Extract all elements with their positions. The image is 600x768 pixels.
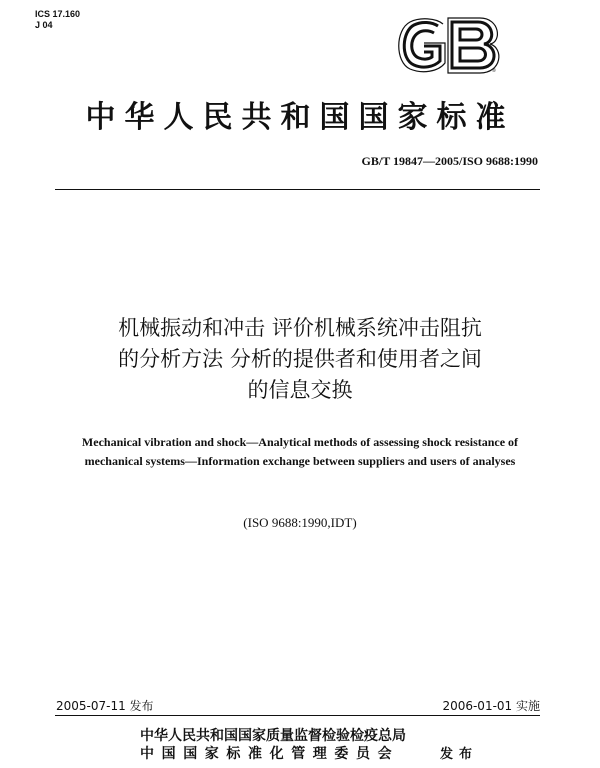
ics-code: ICS 17.160 [35, 9, 81, 19]
issuer-2: 中国国家标准化管理委员会 [140, 746, 400, 762]
svg-text:®: ® [492, 68, 496, 74]
gb-logo [394, 16, 504, 74]
standard-code: GB/T 19847—2005/ISO 9688:1990 [361, 154, 538, 168]
effective-date: 2006-01-01 实施 [442, 699, 540, 713]
issue-date: 2005-07-11 发布 [56, 699, 154, 713]
document-title-cn [0, 313, 600, 406]
ccs-code: J 04 [35, 20, 53, 30]
iso-equivalence: (ISO 9688:1990,IDT) [243, 515, 357, 530]
classification-codes [35, 9, 80, 31]
publish-label: 发布 [440, 747, 479, 762]
issuing-authorities [140, 727, 406, 763]
title-cn-line-1: 机械振动和冲击 评价机械系统冲击阻抗 [118, 316, 482, 340]
issuer-1: 中华人民共和国国家质量监督检验检疫总局 [140, 728, 406, 744]
title-cn-line-3: 的信息交换 [247, 378, 353, 402]
top-divider [55, 189, 540, 190]
national-standard-title: 中华人民共和国国家标准 [85, 100, 515, 135]
title-cn-line-2: 的分析方法 分析的提供者和使用者之间 [118, 347, 482, 371]
document-title-en: Mechanical vibration and shock—Analytical methods of assessing shock resistance of mechanical systems—Information exchange between suppliers and users of analyses [81, 435, 519, 468]
bottom-divider [55, 715, 540, 716]
